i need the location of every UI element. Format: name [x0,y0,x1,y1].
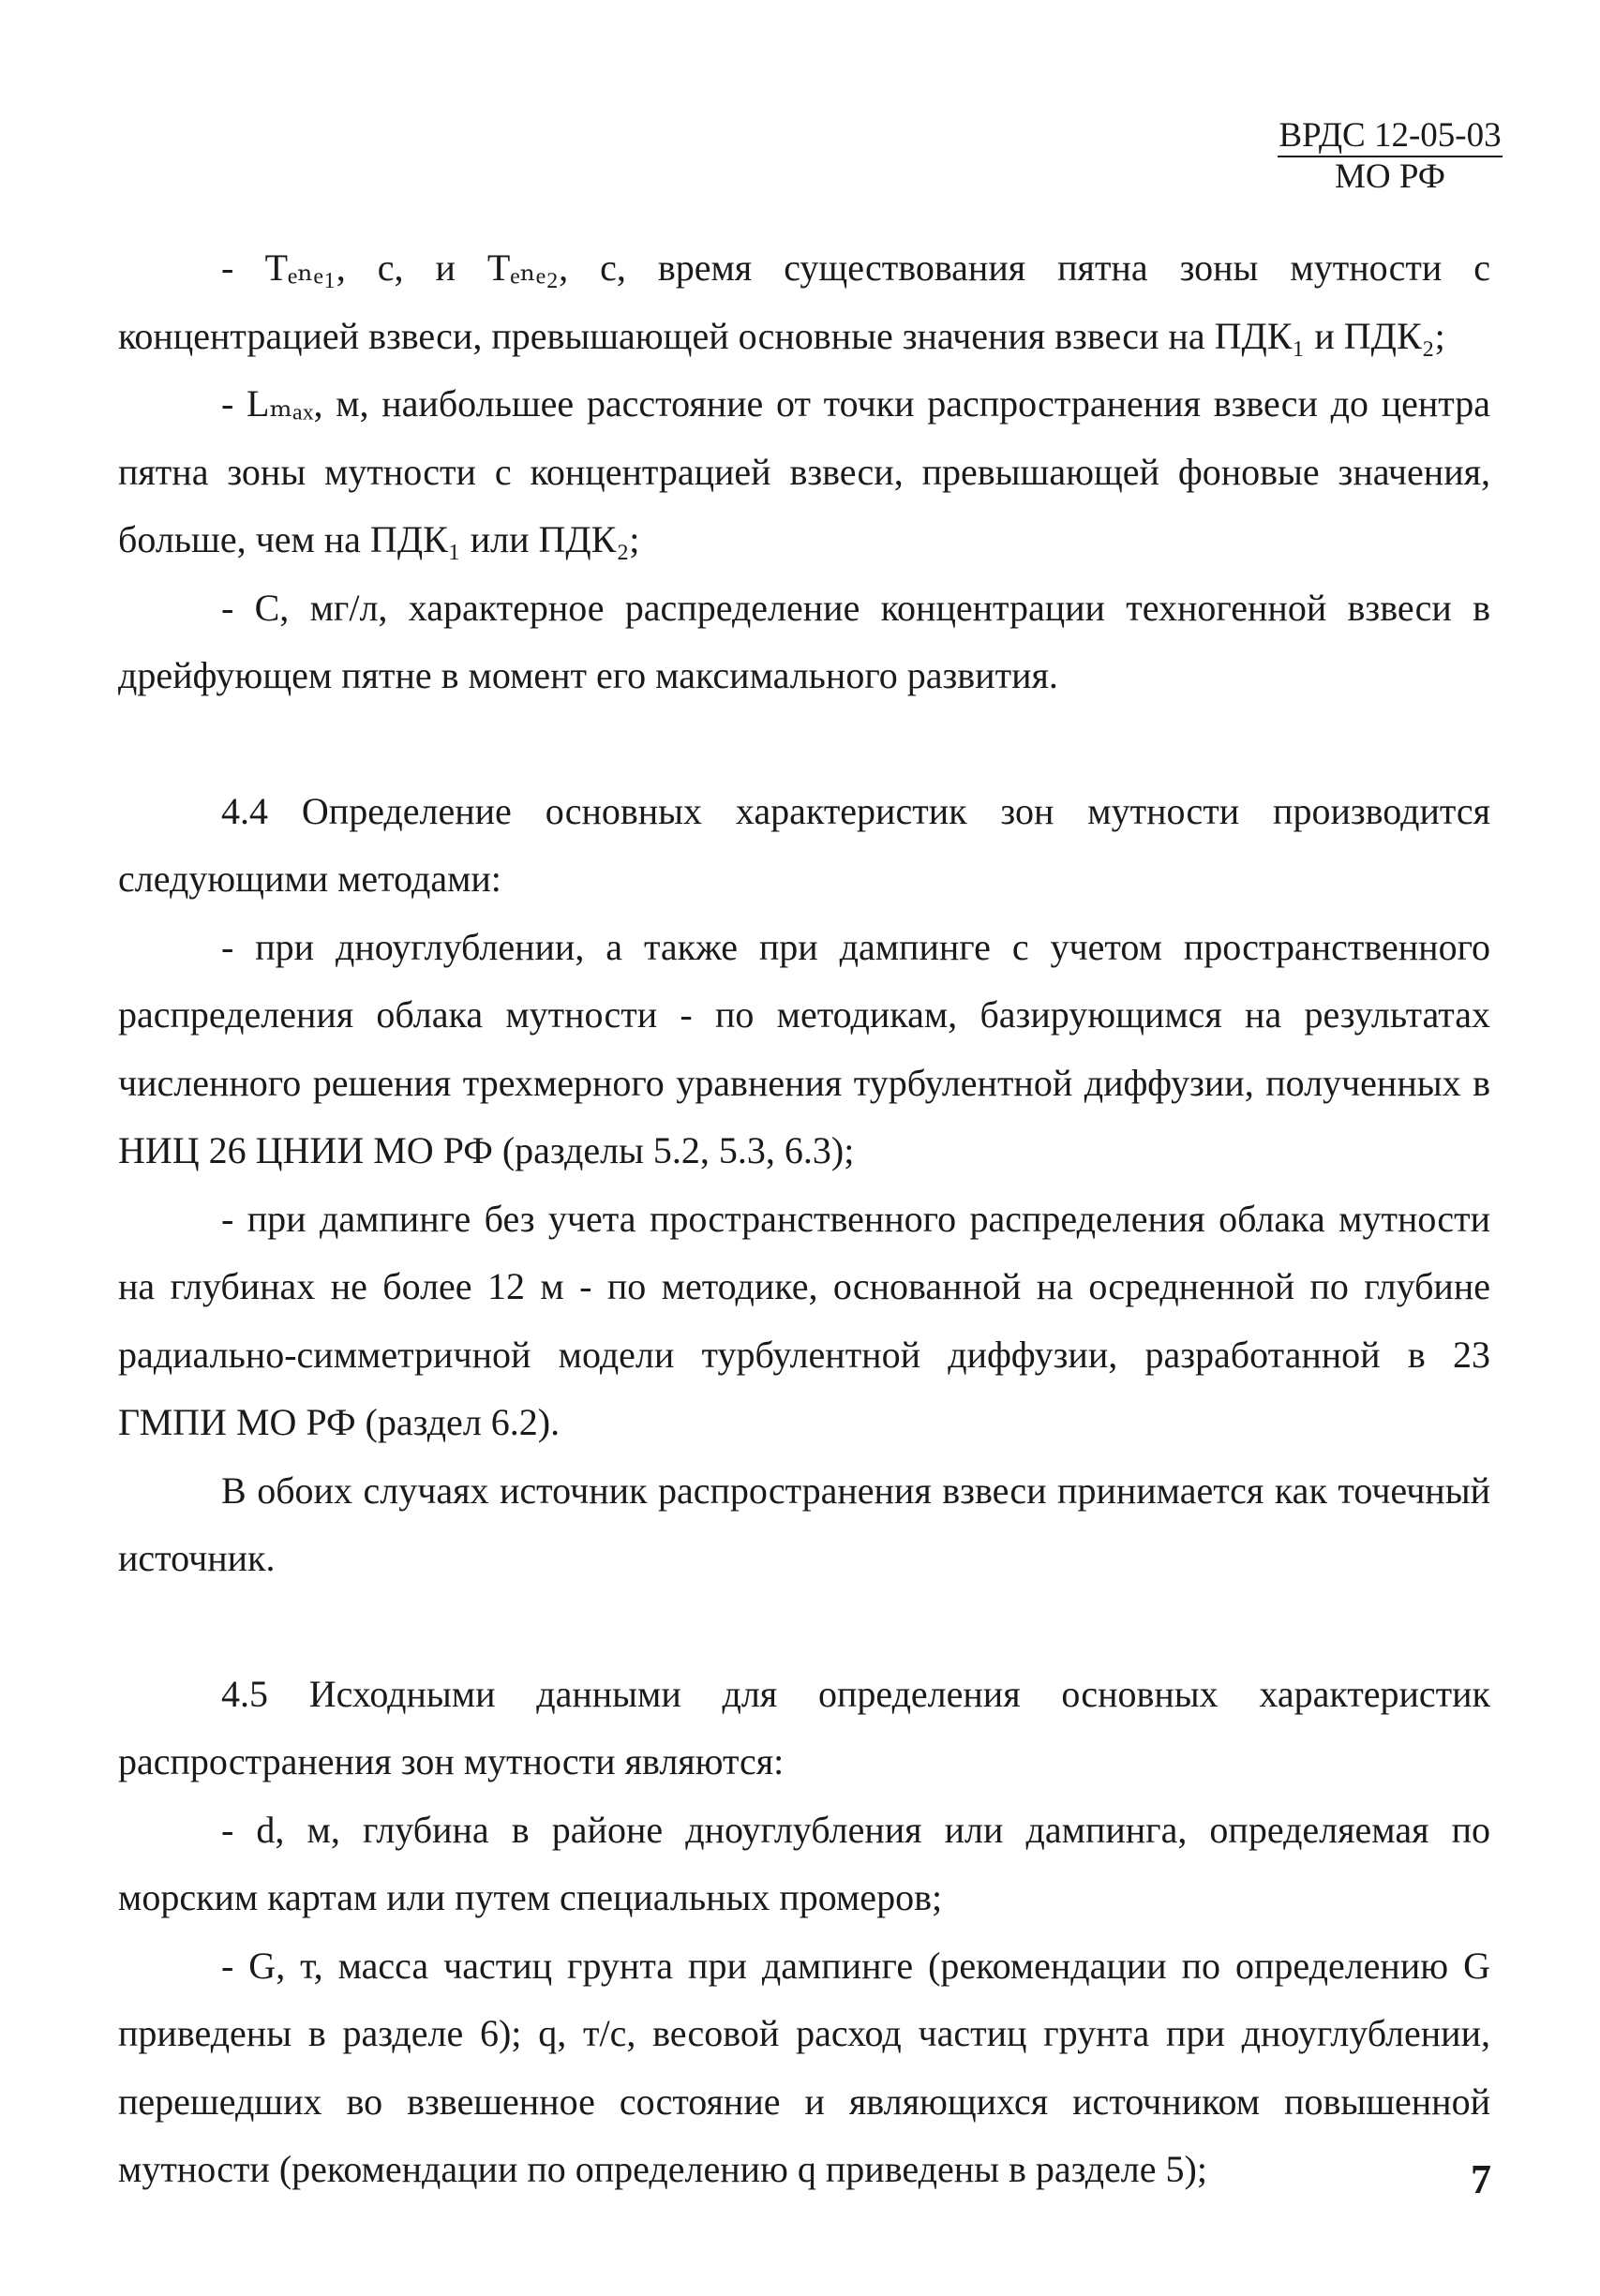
paragraph-depth: - d, м, глубина в районе дноуглубления или дампинга, определяемая по морским картам или путем специальных промеров; [118,1808,1490,1918]
document-organization: МО РФ [1334,157,1446,196]
paragraph-section-4-5: 4.5 Исходными данными для определения основных характеристик распространения зон мутности являются: [118,1672,1490,1782]
paragraph-mass: - G, т, масса частиц грунта при дампинге (рекомендации по определению G приведены в разделе 6); q, т/с, весовой расход частиц грунта при дноуглублении, перешедших во взвешенное состояние и являющихся источником повышенной мутности (рекомендации по определению q приведены в разделе 5); [118,1944,1490,2190]
document-code: ВРДС 12-05-03 [1278,116,1503,157]
page-number: 7 [1471,2156,1491,2202]
document-body [118,234,1490,2204]
paragraph-max-distance: - Lₘₐₓ, м, наибольшее расстояние от точки распространения взвеси до центра пятна зоны мутности с концентрацией взвеси, превышающей фоновые значения, больше, чем на ПДК₁ или ПДК₂; [118,382,1490,560]
paragraph-point-source: В обоих случаях источник распространения взвеси принимается как точечный источник. [118,1469,1490,1579]
paragraph-time-existence: - Tₑₙₑ₁, с, и Tₑₙₑ₂, с, время существования пятна зоны мутности с концентрацией взвеси, превышающей основные значения взвеси на ПДК₁ и ПДК₂; [118,246,1490,357]
document-header [1278,116,1503,197]
paragraph-concentration: - С, мг/л, характерное распределение концентрации техногенной взвеси в дрейфующем пятне в момент его максимального развития. [118,586,1490,696]
paragraph-dredging-method: - при дноуглублении, а также при дампинге с учетом пространственного распределения облака мутности - по методикам, базирующимся на результатах численного решения трехмерного уравнения турбулентной диффузии, полученных в НИЦ 26 ЦНИИ МО РФ (разделы 5.2, 5.3, 6.3); [118,925,1490,1171]
paragraph-section-4-4: 4.4 Определение основных характеристик зон мутности производится следующими методами: [118,789,1490,900]
paragraph-dumping-method: - при дампинге без учета пространственного распределения облака мутности на глубинах не более 12 м - по методике, основанной на осредненной по глубине радиально-симметричной модели турбулентной диффузии, разработанной в 23 ГМПИ МО РФ (раздел 6.2). [118,1197,1490,1443]
